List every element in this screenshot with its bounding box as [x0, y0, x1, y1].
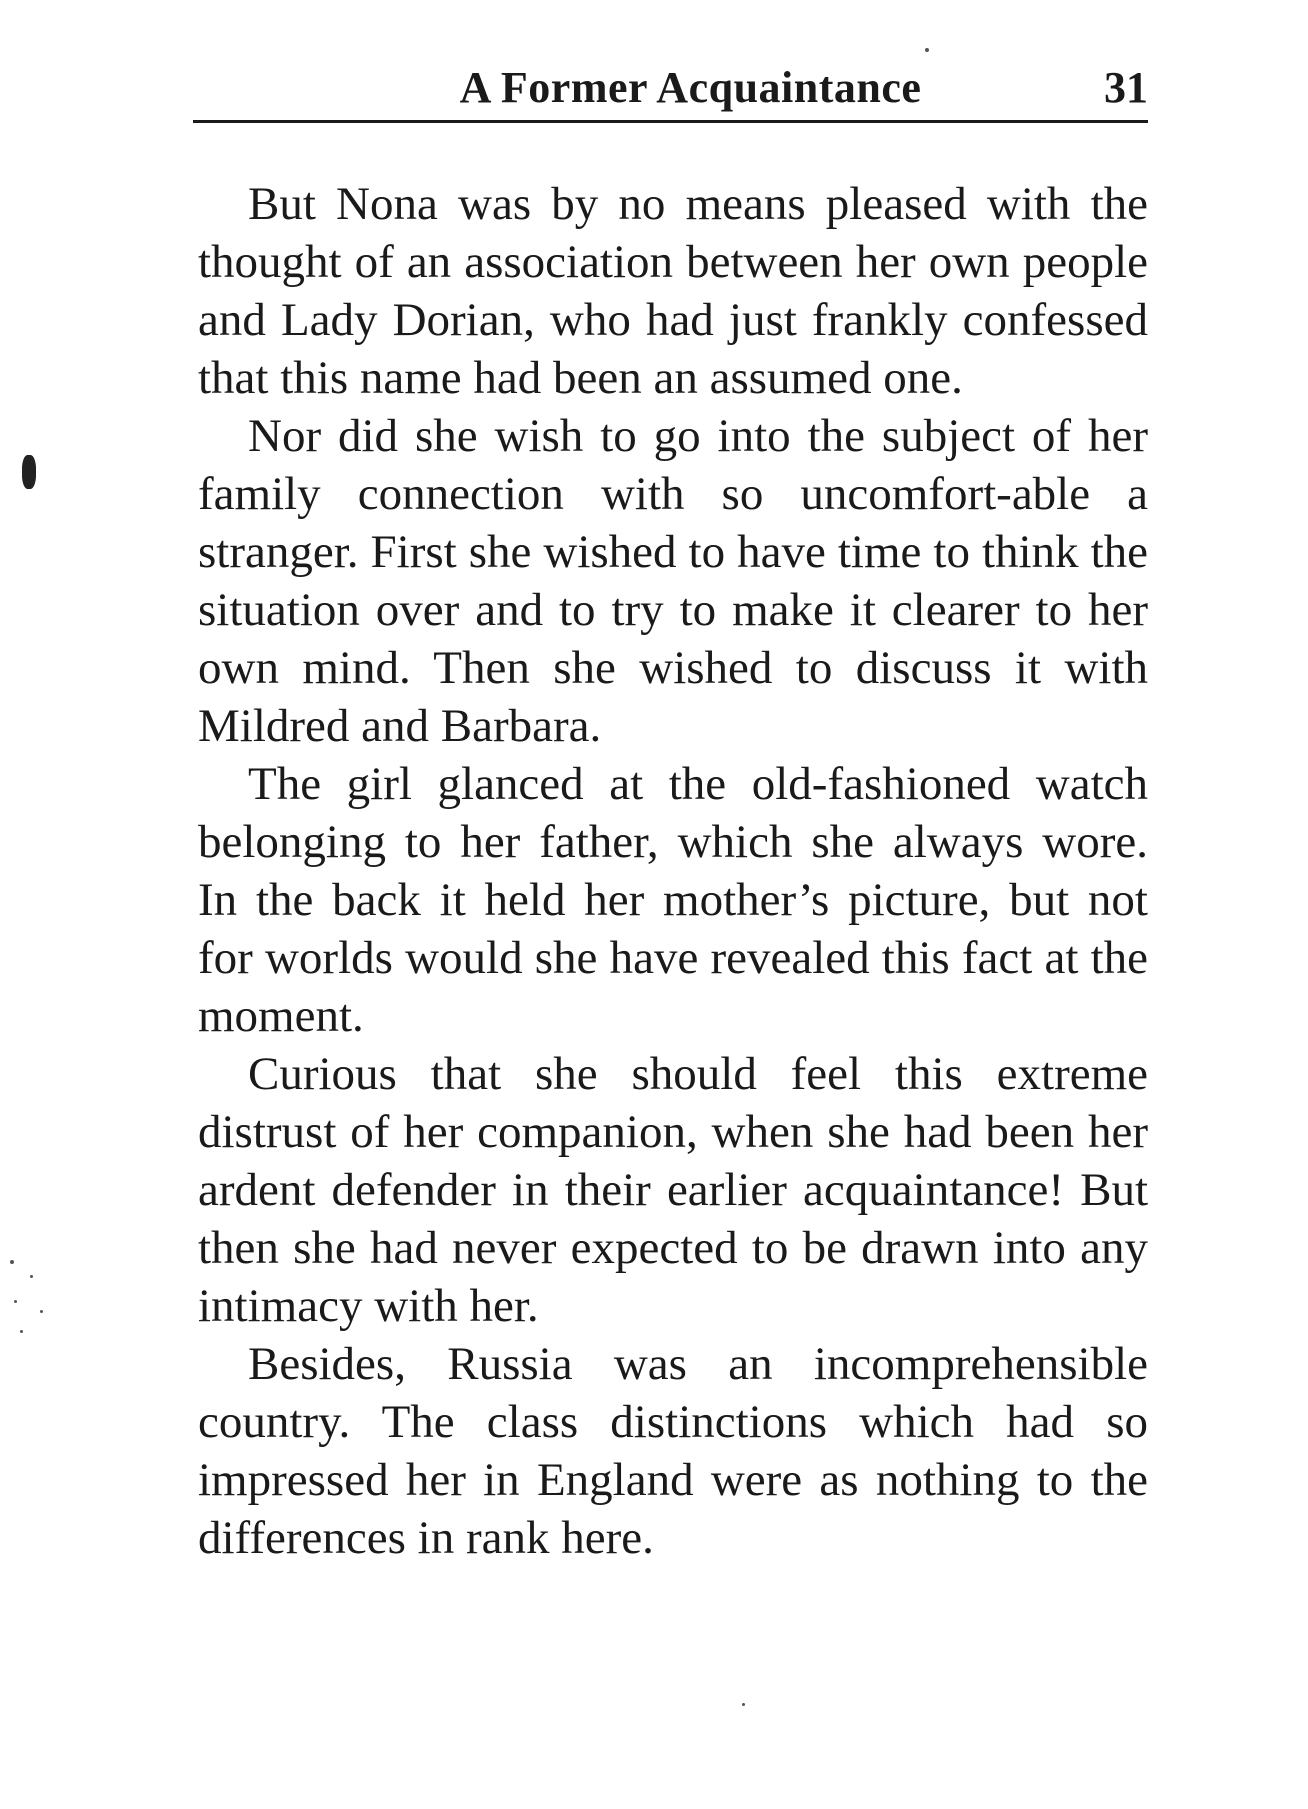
- header-rule: [193, 120, 1148, 123]
- scan-speck: [925, 48, 929, 52]
- scan-speck: [30, 1275, 33, 1278]
- body-text: [198, 175, 1148, 1567]
- paragraph: Curious that she should feel this extreme distrust of her companion, when she had been her ardent defender in their earlier acquaintance! But then she had never expected to be drawn into any intimacy with her.: [198, 1048, 1148, 1332]
- scan-speck: [742, 1703, 745, 1706]
- scan-speck: [22, 455, 36, 489]
- paragraph: The girl glanced at the old-fashioned watch belonging to her father, which she always wore. In the back it held her mother’s picture, but not for worlds would she have revealed this fact at the moment.: [198, 758, 1148, 1042]
- paragraph: But Nona was by no means pleased with the thought of an association between her own people and Lady Dorian, who had just frankly confessed that this name had been an assumed one.: [198, 178, 1148, 404]
- paragraph: Besides, Russia was an incomprehensible country. The class distinctions which had so impressed her in England were as nothing to the differences in rank here.: [198, 1338, 1148, 1564]
- scan-speck: [10, 1260, 14, 1264]
- paragraph: Nor did she wish to go into the subject of her family connection with so uncomfort-able a stranger. First she wished to have time to think the situation over and to try to make it clearer to her own mind. Then she wished to discuss it with Mildred and Barbara.: [198, 410, 1148, 752]
- scan-speck: [40, 1310, 43, 1313]
- running-head: [193, 52, 1148, 124]
- page-number: 31: [1104, 63, 1148, 112]
- scan-speck: [20, 1330, 23, 1333]
- scan-speck: [14, 1300, 17, 1303]
- chapter-title: A Former Acquaintance: [459, 63, 922, 112]
